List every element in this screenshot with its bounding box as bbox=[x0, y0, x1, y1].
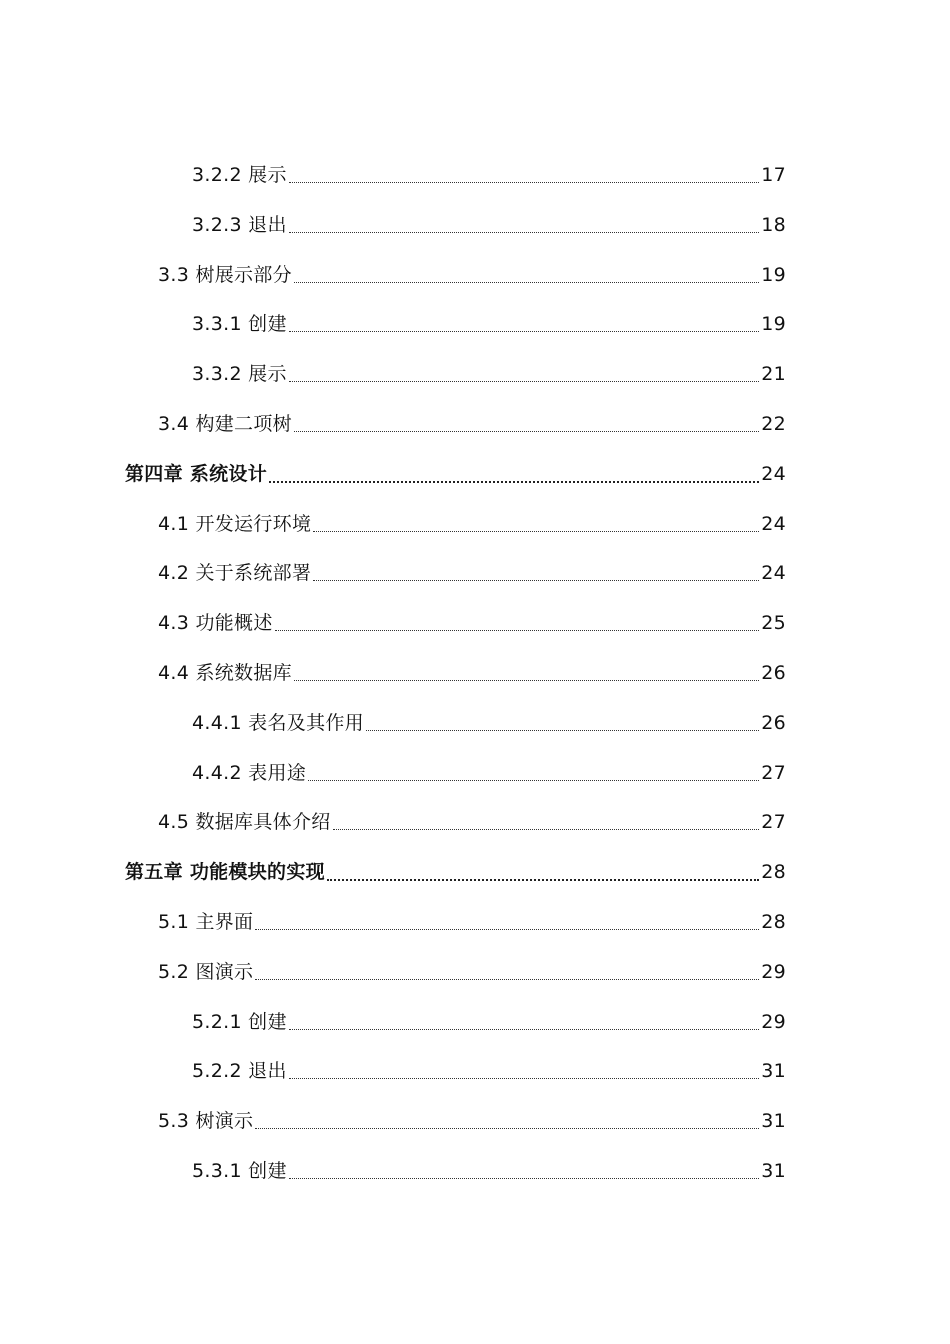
toc-entry[interactable] bbox=[0, 162, 950, 212]
dot-leader bbox=[255, 959, 759, 980]
dot-leader bbox=[294, 411, 759, 432]
toc-entry-label: 4.1 开发运行环境 bbox=[158, 512, 312, 535]
toc-page-number: 25 bbox=[761, 612, 786, 635]
toc-entry[interactable] bbox=[0, 959, 950, 1009]
toc-page-number: 31 bbox=[761, 1110, 786, 1133]
dot-leader bbox=[289, 1058, 759, 1079]
dot-leader bbox=[289, 1009, 759, 1030]
toc-entry[interactable] bbox=[0, 660, 950, 710]
toc-page-number: 27 bbox=[761, 761, 786, 784]
toc-entry-label: 4.3 功能概述 bbox=[158, 612, 273, 635]
toc-entry[interactable] bbox=[0, 909, 950, 959]
dot-leader bbox=[294, 660, 759, 681]
toc-page-number: 27 bbox=[761, 811, 786, 834]
toc-page-number: 28 bbox=[761, 910, 786, 933]
dot-leader bbox=[333, 809, 760, 830]
dot-leader bbox=[294, 262, 759, 283]
toc-entry[interactable] bbox=[0, 262, 950, 312]
toc-entry-label: 5.3.1 创建 bbox=[192, 1159, 287, 1182]
toc-page-number: 19 bbox=[761, 313, 786, 336]
toc-entry[interactable] bbox=[0, 1009, 950, 1059]
toc-page-number: 18 bbox=[761, 213, 786, 236]
dot-leader bbox=[308, 760, 759, 781]
toc-page-number: 26 bbox=[761, 661, 786, 684]
toc-page-number: 29 bbox=[761, 1010, 786, 1033]
toc-entry-label: 4.2 关于系统部署 bbox=[158, 562, 312, 585]
toc-page-number: 28 bbox=[761, 861, 786, 884]
toc-entry[interactable] bbox=[0, 212, 950, 262]
toc-entry[interactable] bbox=[0, 560, 950, 610]
dot-leader bbox=[327, 859, 759, 881]
toc-page-number: 31 bbox=[761, 1060, 786, 1083]
toc-page-number: 22 bbox=[761, 412, 786, 435]
toc-entry-label: 4.4.1 表名及其作用 bbox=[192, 711, 364, 734]
toc-entry[interactable] bbox=[0, 760, 950, 810]
dot-leader bbox=[269, 461, 759, 483]
dot-leader bbox=[289, 361, 759, 382]
toc-entry[interactable] bbox=[0, 710, 950, 760]
toc-page-number: 19 bbox=[761, 263, 786, 286]
dot-leader bbox=[255, 909, 759, 930]
toc-entry-label: 3.3 树展示部分 bbox=[158, 263, 292, 286]
toc-entry[interactable] bbox=[0, 1158, 950, 1208]
toc-entry-label: 5.3 树演示 bbox=[158, 1110, 254, 1133]
toc-page-number: 31 bbox=[761, 1159, 786, 1182]
toc-entry-label: 5.2.2 退出 bbox=[192, 1060, 287, 1083]
toc-entry-label: 第四章 系统设计 bbox=[125, 462, 268, 485]
dot-leader bbox=[289, 1158, 759, 1179]
toc-entry-label: 5.1 主界面 bbox=[158, 910, 254, 933]
toc-entry-label: 3.3.2 展示 bbox=[192, 363, 287, 386]
toc-page-number: 24 bbox=[761, 562, 786, 585]
dot-leader bbox=[289, 212, 759, 233]
toc-page-number: 24 bbox=[761, 462, 786, 485]
toc-entry[interactable] bbox=[0, 411, 950, 461]
toc-entry[interactable] bbox=[0, 809, 950, 859]
dot-leader bbox=[313, 560, 759, 581]
toc-entry-label: 3.2.2 展示 bbox=[192, 164, 287, 186]
toc-entry-label: 4.4.2 表用途 bbox=[192, 761, 307, 784]
toc-entry-label: 3.4 构建二项树 bbox=[158, 412, 292, 435]
dot-leader bbox=[255, 1108, 759, 1129]
toc-chapter-entry[interactable] bbox=[0, 859, 950, 909]
toc-entry[interactable] bbox=[0, 1108, 950, 1158]
toc-entry[interactable] bbox=[0, 511, 950, 561]
dot-leader bbox=[275, 610, 760, 631]
dot-leader bbox=[313, 511, 759, 532]
toc-entry-label: 5.2 图演示 bbox=[158, 960, 254, 983]
toc-entry[interactable] bbox=[0, 361, 950, 411]
toc-entry-label: 4.4 系统数据库 bbox=[158, 661, 292, 684]
toc-page-number: 21 bbox=[761, 363, 786, 386]
toc-page-number: 29 bbox=[761, 960, 786, 983]
toc-page-number: 26 bbox=[761, 711, 786, 734]
dot-leader bbox=[289, 162, 759, 183]
toc-entry[interactable] bbox=[0, 1058, 950, 1108]
toc-entry-label: 第五章 功能模块的实现 bbox=[125, 861, 325, 884]
toc-chapter-entry[interactable] bbox=[0, 461, 950, 511]
table-of-contents bbox=[0, 162, 950, 1208]
toc-page-number: 17 bbox=[761, 164, 786, 186]
toc-entry-label: 3.3.1 创建 bbox=[192, 313, 287, 336]
toc-entry-label: 5.2.1 创建 bbox=[192, 1010, 287, 1033]
toc-entry-label: 4.5 数据库具体介绍 bbox=[158, 811, 331, 834]
toc-entry-label: 3.2.3 退出 bbox=[192, 213, 287, 236]
toc-page-number: 24 bbox=[761, 512, 786, 535]
dot-leader bbox=[366, 710, 759, 731]
dot-leader bbox=[289, 311, 759, 332]
toc-entry[interactable] bbox=[0, 610, 950, 660]
toc-entry[interactable] bbox=[0, 311, 950, 361]
